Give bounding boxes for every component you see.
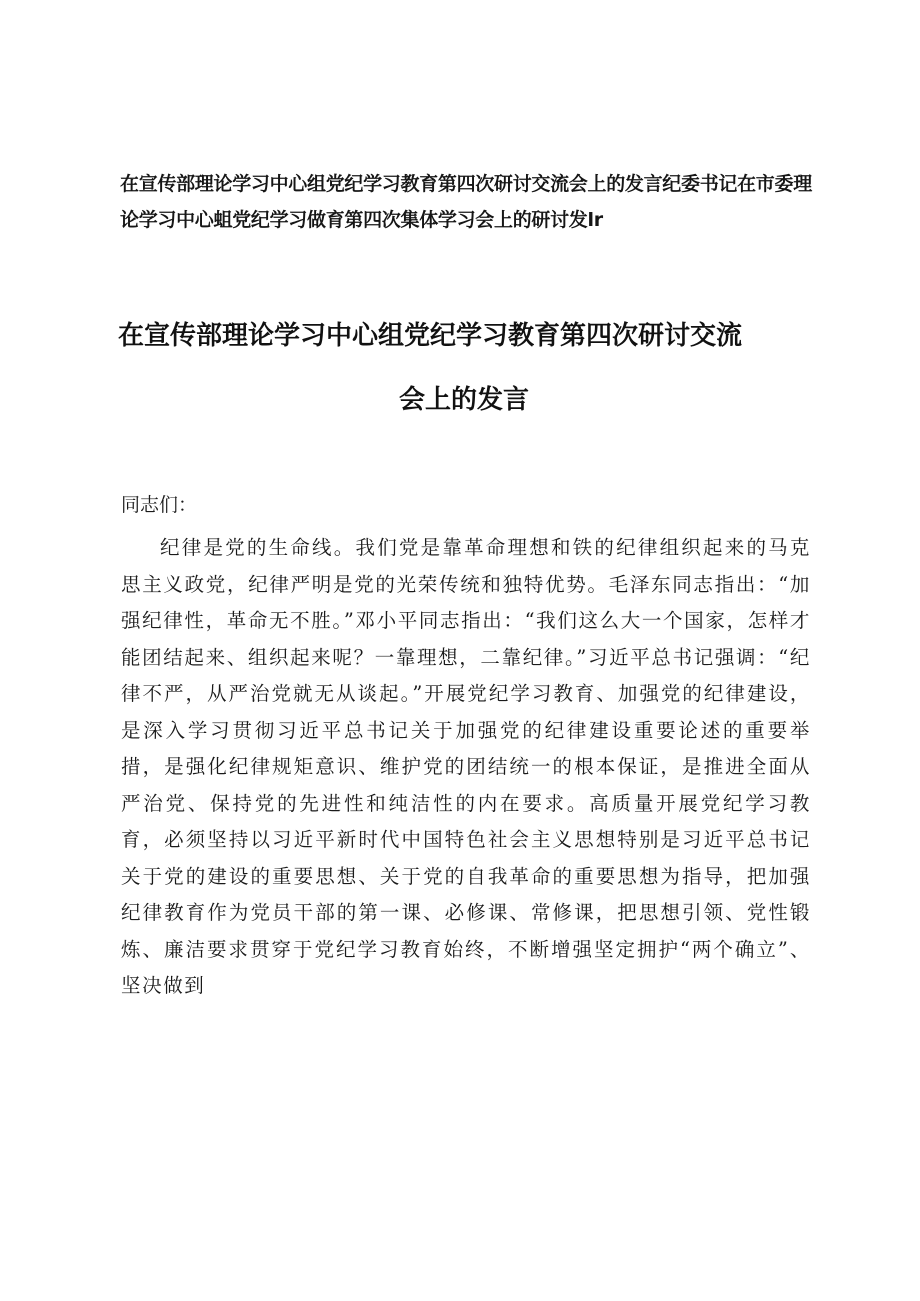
- salutation: 同志们：: [121, 494, 198, 516]
- body-paragraph: 纪律是党的生命线。我们党是靠革命理想和铁的纪律组织起来的马克思主义政党，纪律严明是党的光荣传统和独特优势。毛泽东同志指出：“加强纪律性，革命无不胜。”邓小平同志指出：“我们这么大一个国家，怎样才能团结起来、组织起来呢？一靠理想，二靠纪律。”习近平总书记强调：“纪律不严，从严治党就无从谈起。”开展党纪学习教育、加强党的纪律建设，是深入学习贯彻习近平总书记关于加强党的纪律建设重要论述的重要举措，是强化纪律规矩意识、维护党的团结统一的根本保证，是推进全面从严治党、保持党的先进性和纯洁性的内在要求。高质量开展党纪学习教育，必须坚持以习近平新时代中国特色社会主义思想特别是习近平总书记关于党的建设的重要思想、关于党的自我革命的重要思想为指导，把加强纪律教育作为党员干部的第一课、必修课、常修课，把思想引领、党性锻炼、廉洁要求贯穿于党纪学习教育始终，不断增强坚定拥护“两个确立”、坚决做到: [121, 536, 811, 997]
- title-line-2: 会上的发言: [399, 385, 530, 415]
- title-line-1: 在宣传部理论学习中心组党纪学习教育第四次研讨交流: [118, 321, 743, 351]
- document-header: 在宣传部理论学习中心组党纪学习教育第四次研讨交流会上的发言纪委书记在市委理论学习中心蛆党纪学习做育第四次集体学习会上的研讨发lr: [120, 173, 812, 231]
- document-title: [118, 304, 798, 432]
